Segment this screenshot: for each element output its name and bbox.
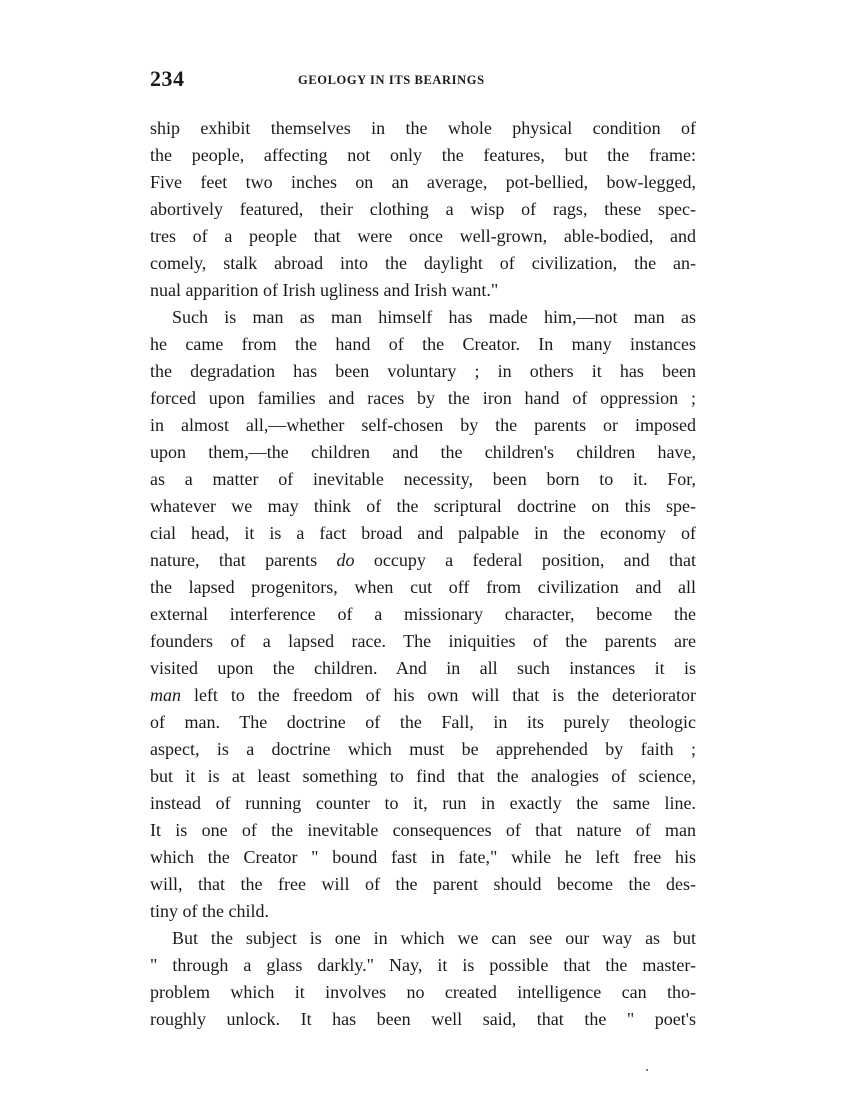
text-line: visited upon the children. And in all such instances it is <box>150 658 696 678</box>
emphasis-word: do <box>336 550 355 570</box>
text-line: problem which it involves no created intelligence can tho- <box>150 982 696 1002</box>
text-line: he came from the hand of the Creator. In many instances <box>150 334 696 354</box>
text-line: the lapsed progenitors, when cut off from civilization and all <box>150 577 696 597</box>
running-head <box>150 66 698 96</box>
text-line: founders of a lapsed race. The iniquities of the parents are <box>150 631 696 651</box>
page-number: 234 <box>150 66 185 91</box>
text-line: roughly unlock. It has been well said, that the " poet's <box>150 1009 696 1029</box>
text-line: as a matter of inevitable necessity, been born to it. For, <box>150 469 696 489</box>
text-line: of man. The doctrine of the Fall, in its purely theologic <box>150 712 696 732</box>
text-line: " through a glass darkly." Nay, it is possible that the master- <box>150 955 696 975</box>
text-line: whatever we may think of the scriptural doctrine on this spe- <box>150 496 696 516</box>
text-line: ship exhibit themselves in the whole physical condition of <box>150 118 696 138</box>
text-line: instead of running counter to it, run in exactly the same line. <box>150 793 696 813</box>
running-title: GEOLOGY IN ITS BEARINGS <box>298 73 485 87</box>
text-line: tres of a people that were once well-grown, able-bodied, and <box>150 226 696 246</box>
text-line: external interference of a missionary character, become the <box>150 604 696 624</box>
text-line: the degradation has been voluntary ; in others it has been <box>150 361 696 381</box>
text-line: It is one of the inevitable consequences of that nature of man <box>150 820 696 840</box>
text-segment: nature, that parents <box>150 550 318 570</box>
text-line: in almost all,—whether self-chosen by the parents or imposed <box>150 415 696 435</box>
text-line: abortively featured, their clothing a wisp of rags, these spec- <box>150 199 696 219</box>
text-line: cial head, it is a fact broad and palpable in the economy of <box>150 523 696 543</box>
text-line: comely, stalk abroad into the daylight of civilization, the an- <box>150 253 696 273</box>
text-line: but it is at least something to find that the analogies of science, <box>150 766 696 786</box>
text-line: But the subject is one in which we can see our way as but <box>172 928 696 948</box>
text-line: upon them,—the children and the children's children have, <box>150 442 696 462</box>
text-line: Five feet two inches on an average, pot-bellied, bow-legged, <box>150 172 696 192</box>
emphasis-word: man <box>150 685 181 705</box>
text-line: nual apparition of Irish ugliness and Irish want." <box>150 280 499 300</box>
text-segment: left to the freedom of his own will that is the deteriorator <box>193 685 697 705</box>
text-line: forced upon families and races by the iron hand of oppression ; <box>150 388 696 408</box>
text-line: will, that the free will of the parent should become the des- <box>150 874 696 894</box>
text-line: Such is man as man himself has made him,—not man as <box>172 307 696 327</box>
text-line: which the Creator " bound fast in fate," while he left free his <box>150 847 696 867</box>
text-line: the people, affecting not only the features, but the frame: <box>150 145 696 165</box>
print-speck <box>646 1069 648 1071</box>
text-line <box>150 682 696 709</box>
text-line <box>150 547 696 574</box>
text-line: tiny of the child. <box>150 901 269 921</box>
text-line: aspect, is a doctrine which must be apprehended by faith ; <box>150 739 696 759</box>
text-segment: occupy a federal position, and that <box>373 550 697 570</box>
body-text <box>150 115 696 1033</box>
